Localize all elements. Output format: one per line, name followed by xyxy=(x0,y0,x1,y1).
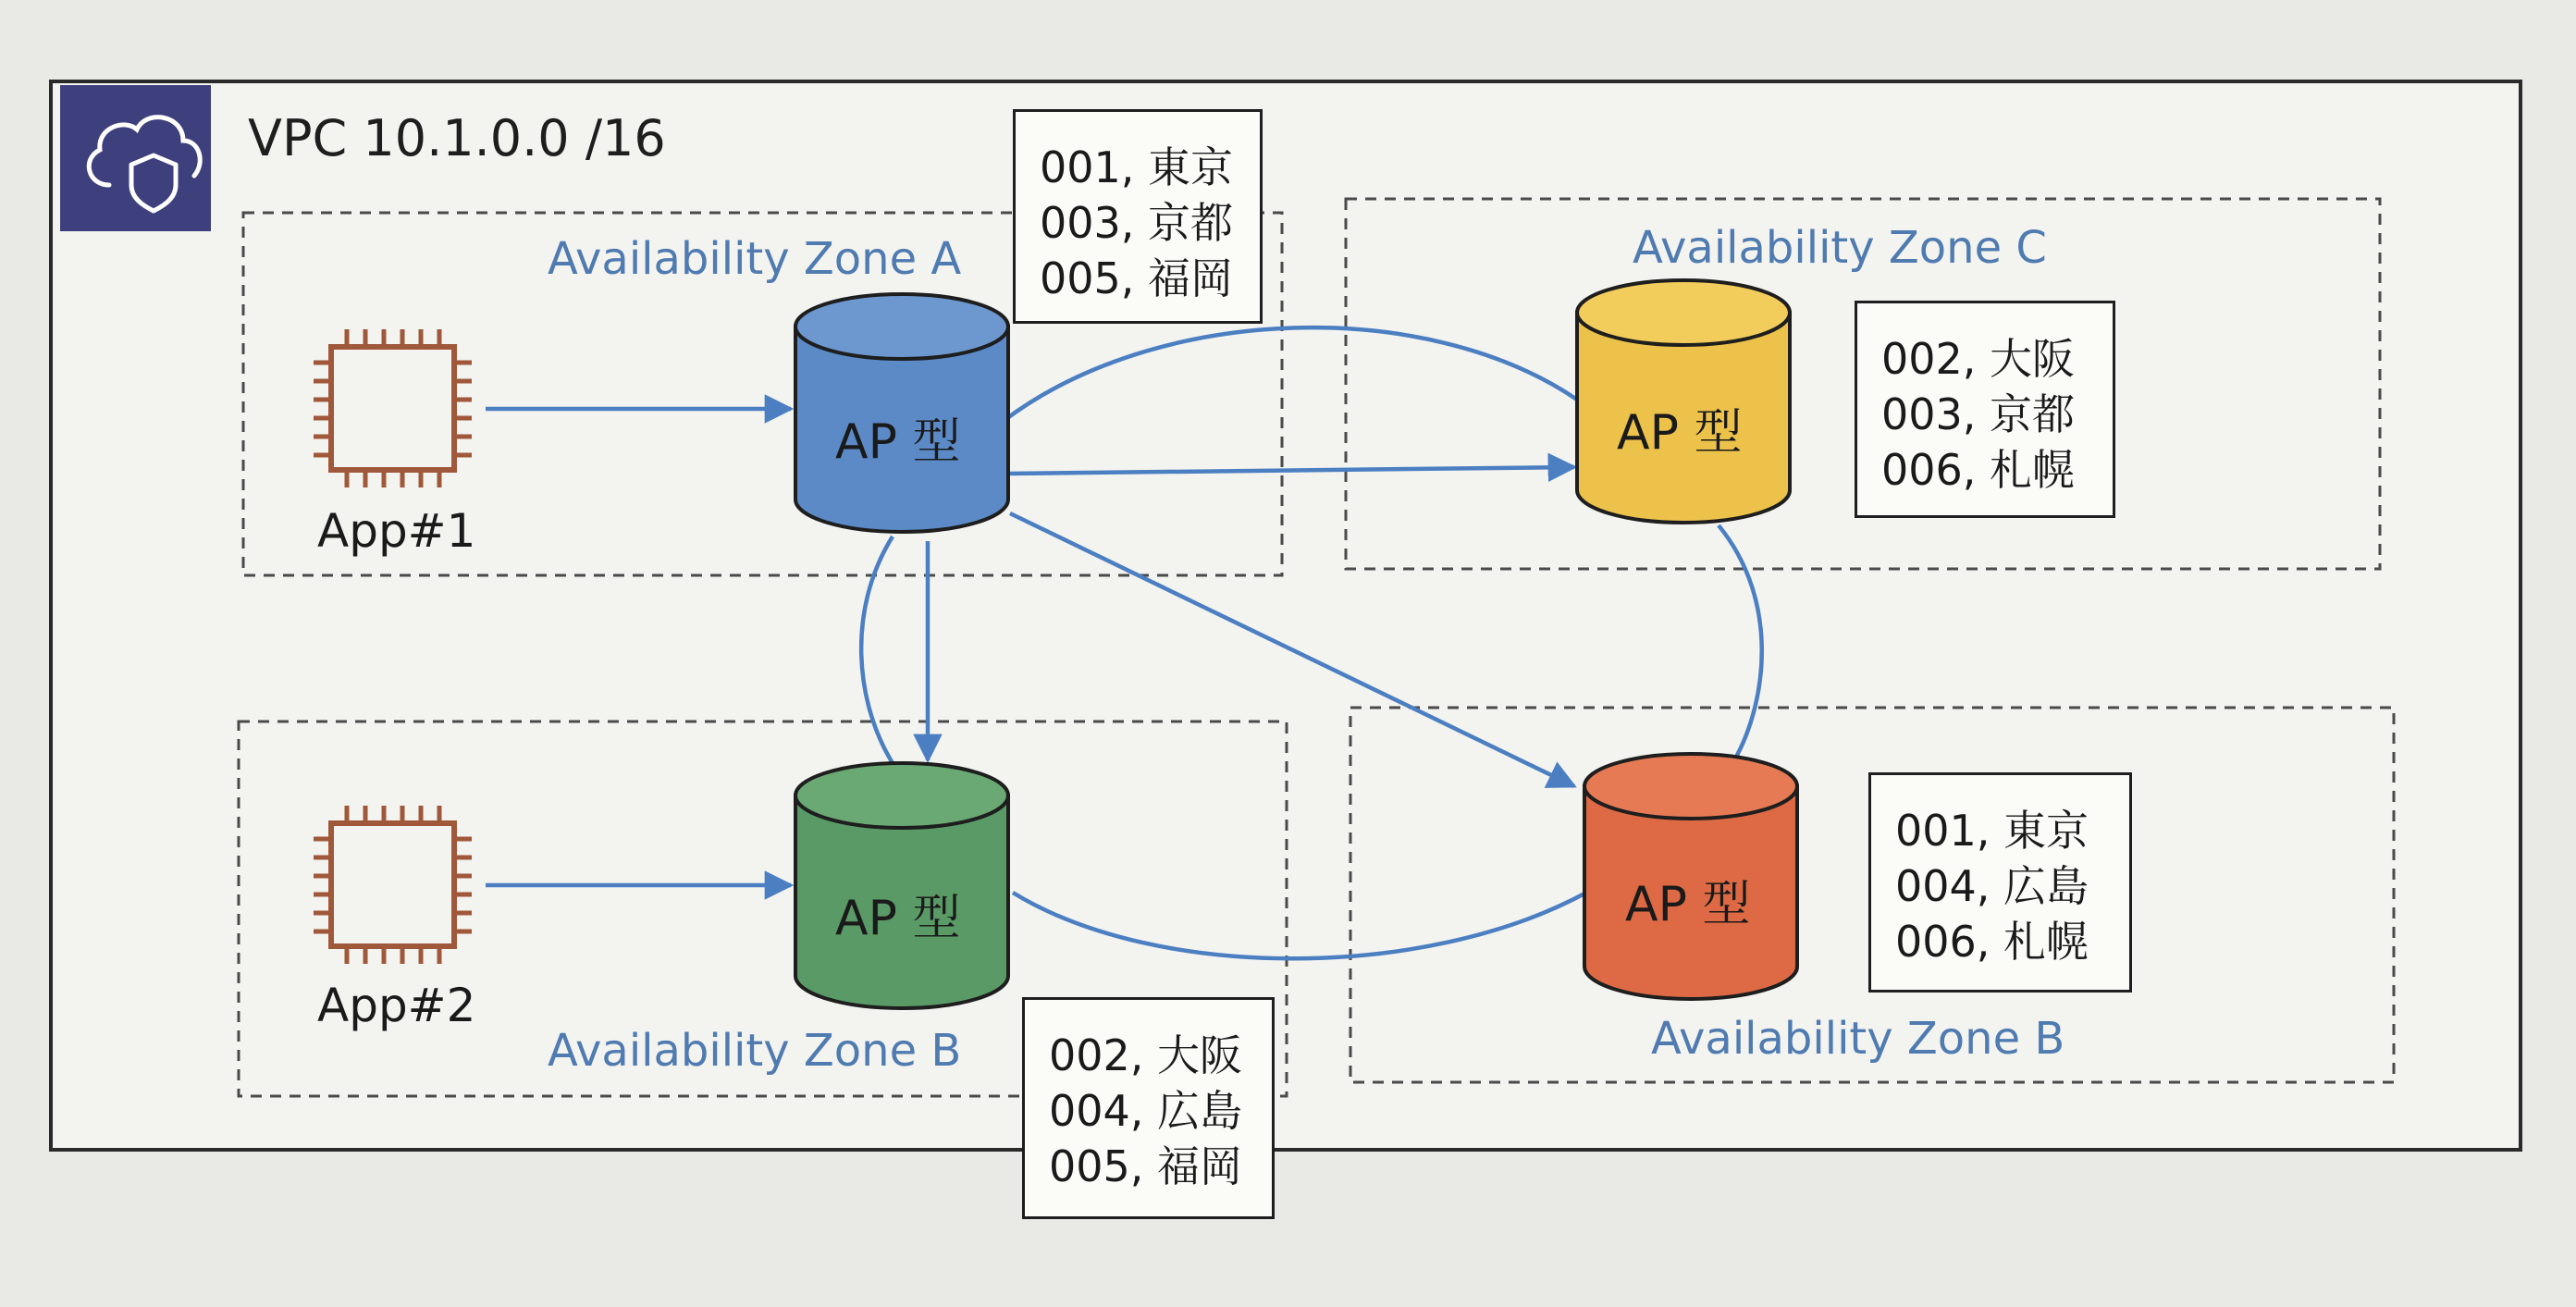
vpc-label: VPC 10.1.0.0 /16 xyxy=(248,109,666,167)
records-box-zone-b-left xyxy=(1022,997,1275,1219)
db-zone-a-label: AP 型 xyxy=(835,414,961,470)
db-zone-b-right-label: AP 型 xyxy=(1625,877,1751,932)
zone-a-label: Availability Zone A xyxy=(548,233,962,285)
record-line: 004, 広島 xyxy=(1895,861,2089,911)
app2-label: App#2 xyxy=(317,979,476,1032)
record-line: 004, 広島 xyxy=(1049,1086,1243,1136)
record-line: 005, 福岡 xyxy=(1049,1141,1243,1191)
zone-b-left-label: Availability Zone B xyxy=(548,1025,962,1077)
records-box-zone-b-right xyxy=(1868,772,2132,993)
record-line: 003, 京都 xyxy=(1881,389,2076,439)
record-line: 005, 福岡 xyxy=(1040,253,1234,303)
zone-c-label: Availability Zone C xyxy=(1633,222,2047,274)
record-line: 001, 東京 xyxy=(1040,142,1234,192)
app1-label: App#1 xyxy=(317,504,476,558)
zone-b-right-label: Availability Zone B xyxy=(1651,1013,2065,1065)
db-zone-c-label: AP 型 xyxy=(1617,405,1743,461)
record-line: 006, 札幌 xyxy=(1881,445,2076,495)
record-line: 002, 大阪 xyxy=(1881,334,2076,384)
record-line: 006, 札幌 xyxy=(1895,917,2089,967)
db-zone-b-left-label: AP 型 xyxy=(835,891,961,946)
record-line: 003, 京都 xyxy=(1040,198,1234,248)
records-box-zone-a xyxy=(1013,109,1263,324)
cloud-shield-icon xyxy=(60,85,211,231)
record-line: 001, 東京 xyxy=(1895,806,2089,856)
record-line: 002, 大阪 xyxy=(1049,1030,1243,1080)
records-box-zone-c xyxy=(1855,301,2115,518)
